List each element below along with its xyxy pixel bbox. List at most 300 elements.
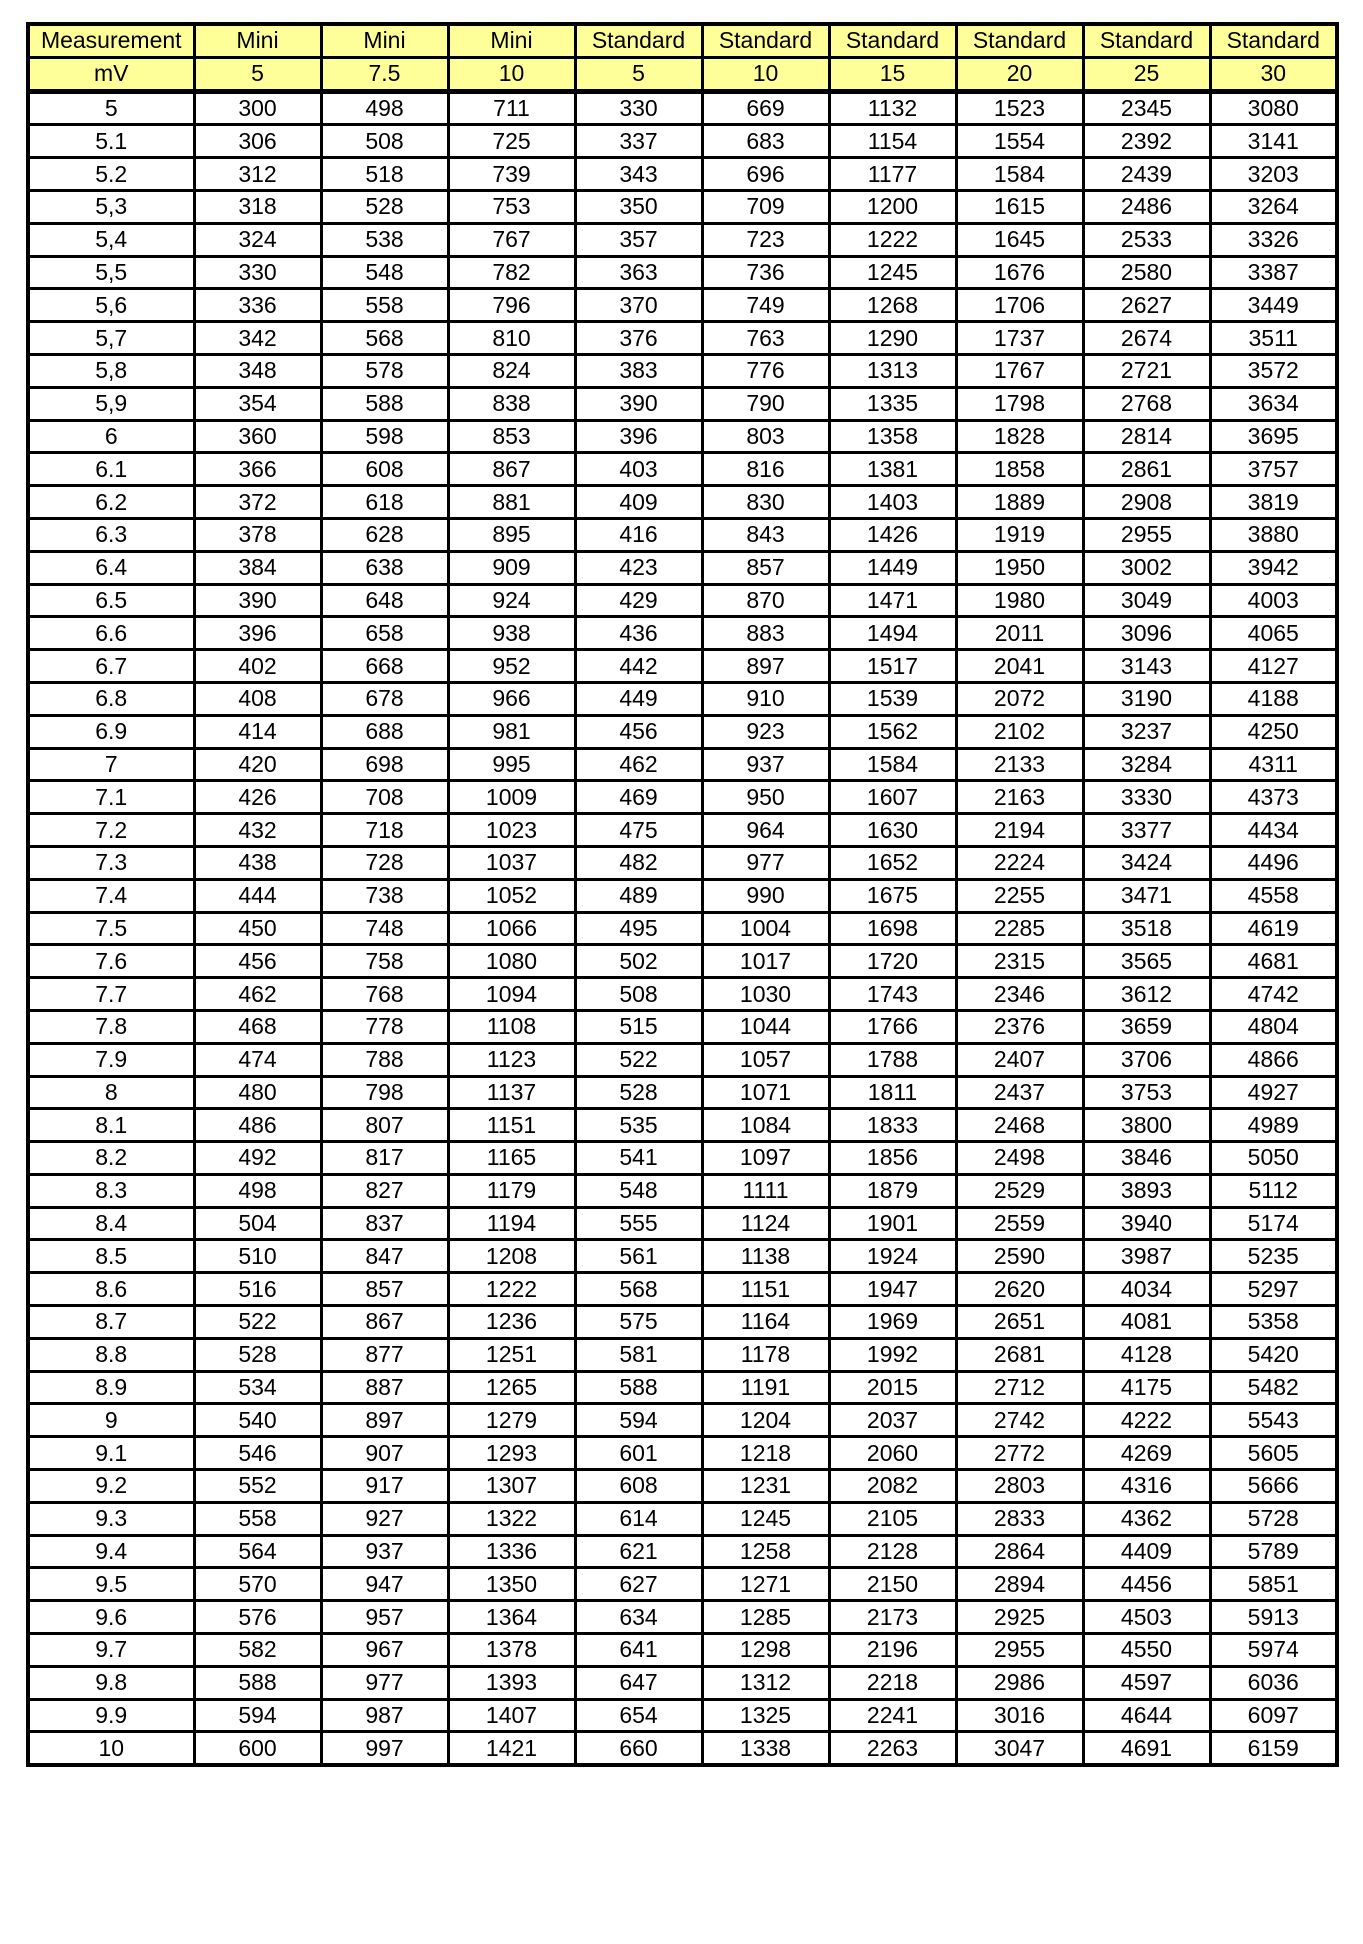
value-cell: 409 (575, 486, 702, 519)
value-cell: 937 (702, 748, 829, 781)
value-cell: 2674 (1083, 322, 1210, 355)
value-cell: 2955 (1083, 518, 1210, 551)
value-cell: 1584 (829, 748, 956, 781)
value-cell: 683 (702, 125, 829, 158)
value-cell: 867 (448, 453, 575, 486)
value-cell: 384 (194, 551, 321, 584)
value-cell: 1151 (448, 1109, 575, 1142)
value-cell: 4619 (1210, 912, 1337, 945)
value-cell: 3942 (1210, 551, 1337, 584)
value-cell: 2651 (956, 1306, 1083, 1339)
value-cell: 414 (194, 715, 321, 748)
value-cell: 1084 (702, 1109, 829, 1142)
value-cell: 1080 (448, 945, 575, 978)
value-cell: 2037 (829, 1404, 956, 1437)
measurement-cell: 8.9 (28, 1371, 194, 1404)
value-cell: 3659 (1083, 1010, 1210, 1043)
value-cell: 1265 (448, 1371, 575, 1404)
measurement-cell: 6.9 (28, 715, 194, 748)
value-cell: 4644 (1083, 1699, 1210, 1732)
value-cell: 736 (702, 256, 829, 289)
value-cell: 2041 (956, 650, 1083, 683)
value-cell: 1584 (956, 158, 1083, 191)
value-cell: 952 (448, 650, 575, 683)
value-cell: 3449 (1210, 289, 1337, 322)
value-cell: 1706 (956, 289, 1083, 322)
value-cell: 570 (194, 1568, 321, 1601)
value-cell: 1052 (448, 879, 575, 912)
value-cell: 2486 (1083, 190, 1210, 223)
value-cell: 910 (702, 682, 829, 715)
value-cell: 4081 (1083, 1306, 1210, 1339)
value-cell: 357 (575, 223, 702, 256)
value-cell: 1350 (448, 1568, 575, 1601)
value-cell: 2864 (956, 1535, 1083, 1568)
value-cell: 1251 (448, 1338, 575, 1371)
value-cell: 788 (321, 1043, 448, 1076)
value-cell: 450 (194, 912, 321, 945)
value-cell: 654 (575, 1699, 702, 1732)
value-cell: 6097 (1210, 1699, 1337, 1732)
value-cell: 2163 (956, 781, 1083, 814)
table-row (28, 1502, 1337, 1535)
measurement-cell: 7.3 (28, 846, 194, 879)
measurement-cell: 6.6 (28, 617, 194, 650)
value-cell: 4503 (1083, 1601, 1210, 1634)
value-cell: 1788 (829, 1043, 956, 1076)
value-cell: 1222 (829, 223, 956, 256)
value-cell: 2681 (956, 1338, 1083, 1371)
value-cell: 2060 (829, 1437, 956, 1470)
value-cell: 2742 (956, 1404, 1083, 1437)
value-cell: 420 (194, 748, 321, 781)
value-cell: 2376 (956, 1010, 1083, 1043)
value-cell: 492 (194, 1142, 321, 1175)
value-cell: 456 (575, 715, 702, 748)
value-cell: 824 (448, 354, 575, 387)
value-cell: 1313 (829, 354, 956, 387)
value-cell: 2498 (956, 1142, 1083, 1175)
value-cell: 3634 (1210, 387, 1337, 420)
value-cell: 1919 (956, 518, 1083, 551)
value-cell: 578 (321, 354, 448, 387)
value-cell: 438 (194, 846, 321, 879)
header-size: 30 (1210, 57, 1337, 91)
value-cell: 2833 (956, 1502, 1083, 1535)
table-row (28, 91, 1337, 125)
value-cell: 475 (575, 814, 702, 847)
value-cell: 1164 (702, 1306, 829, 1339)
table-row (28, 715, 1337, 748)
value-cell: 469 (575, 781, 702, 814)
value-cell: 3049 (1083, 584, 1210, 617)
value-cell: 3284 (1083, 748, 1210, 781)
header-size: 10 (702, 57, 829, 91)
value-cell: 6159 (1210, 1732, 1337, 1765)
value-cell: 1268 (829, 289, 956, 322)
value-cell: 3237 (1083, 715, 1210, 748)
value-cell: 778 (321, 1010, 448, 1043)
value-cell: 2772 (956, 1437, 1083, 1470)
value-cell: 1208 (448, 1240, 575, 1273)
value-cell: 538 (321, 223, 448, 256)
measurement-cell: 9.6 (28, 1601, 194, 1634)
value-cell: 990 (702, 879, 829, 912)
value-cell: 541 (575, 1142, 702, 1175)
table-row (28, 1076, 1337, 1109)
value-cell: 1421 (448, 1732, 575, 1765)
value-cell: 887 (321, 1371, 448, 1404)
value-cell: 1312 (702, 1666, 829, 1699)
value-cell: 336 (194, 289, 321, 322)
value-cell: 1720 (829, 945, 956, 978)
value-cell: 1449 (829, 551, 956, 584)
table-row (28, 1043, 1337, 1076)
value-cell: 2721 (1083, 354, 1210, 387)
table-row (28, 387, 1337, 420)
value-cell: 798 (321, 1076, 448, 1109)
value-cell: 957 (321, 1601, 448, 1634)
value-cell: 2712 (956, 1371, 1083, 1404)
table-row (28, 879, 1337, 912)
value-cell: 2133 (956, 748, 1083, 781)
value-cell: 3471 (1083, 879, 1210, 912)
value-cell: 1630 (829, 814, 956, 847)
value-cell: 594 (575, 1404, 702, 1437)
value-cell: 312 (194, 158, 321, 191)
header-row-type (28, 24, 1337, 57)
measurement-cell: 5 (28, 91, 194, 125)
value-cell: 3511 (1210, 322, 1337, 355)
value-cell: 1124 (702, 1207, 829, 1240)
value-cell: 1338 (702, 1732, 829, 1765)
value-cell: 330 (194, 256, 321, 289)
table-row (28, 1174, 1337, 1207)
value-cell: 1950 (956, 551, 1083, 584)
value-cell: 3264 (1210, 190, 1337, 223)
table-row (28, 1109, 1337, 1142)
value-cell: 5482 (1210, 1371, 1337, 1404)
value-cell: 594 (194, 1699, 321, 1732)
value-cell: 5728 (1210, 1502, 1337, 1535)
value-cell: 947 (321, 1568, 448, 1601)
value-cell: 4311 (1210, 748, 1337, 781)
value-cell: 1676 (956, 256, 1083, 289)
value-cell: 2346 (956, 978, 1083, 1011)
value-cell: 647 (575, 1666, 702, 1699)
value-cell: 3940 (1083, 1207, 1210, 1240)
value-cell: 564 (194, 1535, 321, 1568)
value-cell: 4989 (1210, 1109, 1337, 1142)
value-cell: 909 (448, 551, 575, 584)
value-cell: 350 (575, 190, 702, 223)
value-cell: 474 (194, 1043, 321, 1076)
table-row (28, 1142, 1337, 1175)
measurement-cell: 9.9 (28, 1699, 194, 1732)
value-cell: 1811 (829, 1076, 956, 1109)
value-cell: 658 (321, 617, 448, 650)
value-cell: 696 (702, 158, 829, 191)
value-cell: 1178 (702, 1338, 829, 1371)
value-cell: 444 (194, 879, 321, 912)
value-cell: 4175 (1083, 1371, 1210, 1404)
value-cell: 432 (194, 814, 321, 847)
value-cell: 669 (702, 91, 829, 125)
value-cell: 1066 (448, 912, 575, 945)
value-cell: 1403 (829, 486, 956, 519)
value-cell: 1137 (448, 1076, 575, 1109)
value-cell: 2627 (1083, 289, 1210, 322)
value-cell: 1992 (829, 1338, 956, 1371)
value-cell: 588 (321, 387, 448, 420)
value-cell: 2011 (956, 617, 1083, 650)
value-cell: 1191 (702, 1371, 829, 1404)
measurement-cell: 5,9 (28, 387, 194, 420)
value-cell: 5358 (1210, 1306, 1337, 1339)
table-row (28, 354, 1337, 387)
value-cell: 516 (194, 1273, 321, 1306)
value-cell: 390 (575, 387, 702, 420)
value-cell: 548 (575, 1174, 702, 1207)
measurement-cell: 6.8 (28, 682, 194, 715)
value-cell: 343 (575, 158, 702, 191)
measurement-cell: 9.5 (28, 1568, 194, 1601)
value-cell: 5913 (1210, 1601, 1337, 1634)
value-cell: 816 (702, 453, 829, 486)
value-cell: 2955 (956, 1634, 1083, 1667)
value-cell: 688 (321, 715, 448, 748)
value-cell: 318 (194, 190, 321, 223)
value-cell: 1307 (448, 1470, 575, 1503)
value-cell: 4409 (1083, 1535, 1210, 1568)
table-row (28, 322, 1337, 355)
value-cell: 776 (702, 354, 829, 387)
value-cell: 568 (575, 1273, 702, 1306)
value-cell: 2082 (829, 1470, 956, 1503)
value-cell: 2102 (956, 715, 1083, 748)
value-cell: 1094 (448, 978, 575, 1011)
value-cell: 429 (575, 584, 702, 617)
measurement-cell: 6.2 (28, 486, 194, 519)
measurement-cell: 10 (28, 1732, 194, 1765)
value-cell: 1645 (956, 223, 1083, 256)
value-cell: 1285 (702, 1601, 829, 1634)
value-cell: 370 (575, 289, 702, 322)
value-cell: 937 (321, 1535, 448, 1568)
value-cell: 561 (575, 1240, 702, 1273)
value-cell: 1165 (448, 1142, 575, 1175)
value-cell: 462 (575, 748, 702, 781)
value-cell: 782 (448, 256, 575, 289)
value-cell: 698 (321, 748, 448, 781)
value-cell: 1364 (448, 1601, 575, 1634)
value-cell: 1901 (829, 1207, 956, 1240)
value-cell: 1494 (829, 617, 956, 650)
header-type: Standard (829, 24, 956, 57)
value-cell: 1044 (702, 1010, 829, 1043)
value-cell: 1271 (702, 1568, 829, 1601)
measurement-cell: 5,8 (28, 354, 194, 387)
value-cell: 5543 (1210, 1404, 1337, 1437)
value-cell: 4065 (1210, 617, 1337, 650)
value-cell: 528 (194, 1338, 321, 1371)
value-cell: 363 (575, 256, 702, 289)
value-cell: 3141 (1210, 125, 1337, 158)
value-cell: 3893 (1083, 1174, 1210, 1207)
value-cell: 4373 (1210, 781, 1337, 814)
value-cell: 2803 (956, 1470, 1083, 1503)
value-cell: 847 (321, 1240, 448, 1273)
table-row (28, 1404, 1337, 1437)
value-cell: 535 (575, 1109, 702, 1142)
value-cell: 5789 (1210, 1535, 1337, 1568)
value-cell: 1336 (448, 1535, 575, 1568)
value-cell: 1675 (829, 879, 956, 912)
table-row (28, 289, 1337, 322)
value-cell: 588 (575, 1371, 702, 1404)
value-cell: 2150 (829, 1568, 956, 1601)
value-cell: 396 (194, 617, 321, 650)
table-row (28, 912, 1337, 945)
value-cell: 753 (448, 190, 575, 223)
value-cell: 2315 (956, 945, 1083, 978)
header-unit: mV (28, 57, 194, 91)
header-type: Standard (702, 24, 829, 57)
value-cell: 558 (194, 1502, 321, 1535)
value-cell: 749 (702, 289, 829, 322)
value-cell: 548 (321, 256, 448, 289)
value-cell: 1030 (702, 978, 829, 1011)
value-cell: 3143 (1083, 650, 1210, 683)
value-cell: 964 (702, 814, 829, 847)
measurement-cell: 7.8 (28, 1010, 194, 1043)
value-cell: 1108 (448, 1010, 575, 1043)
value-cell: 1236 (448, 1306, 575, 1339)
table-row (28, 1437, 1337, 1470)
value-cell: 977 (702, 846, 829, 879)
value-cell: 634 (575, 1601, 702, 1634)
table-row (28, 453, 1337, 486)
value-cell: 3987 (1083, 1240, 1210, 1273)
value-cell: 4742 (1210, 978, 1337, 1011)
value-cell: 601 (575, 1437, 702, 1470)
value-cell: 4927 (1210, 1076, 1337, 1109)
value-cell: 4034 (1083, 1273, 1210, 1306)
value-cell: 504 (194, 1207, 321, 1240)
value-cell: 1071 (702, 1076, 829, 1109)
value-cell: 495 (575, 912, 702, 945)
measurement-cell: 9.2 (28, 1470, 194, 1503)
value-cell: 5851 (1210, 1568, 1337, 1601)
table-row (28, 420, 1337, 453)
value-cell: 2894 (956, 1568, 1083, 1601)
value-cell: 3016 (956, 1699, 1083, 1732)
value-cell: 2218 (829, 1666, 956, 1699)
table-row (28, 551, 1337, 584)
value-cell: 4681 (1210, 945, 1337, 978)
table-row (28, 682, 1337, 715)
value-cell: 938 (448, 617, 575, 650)
value-cell: 376 (575, 322, 702, 355)
value-cell: 796 (448, 289, 575, 322)
value-cell: 924 (448, 584, 575, 617)
value-cell: 881 (448, 486, 575, 519)
value-cell: 838 (448, 387, 575, 420)
value-cell: 600 (194, 1732, 321, 1765)
table-row (28, 1535, 1337, 1568)
value-cell: 1154 (829, 125, 956, 158)
value-cell: 480 (194, 1076, 321, 1109)
measurement-cell: 7.4 (28, 879, 194, 912)
value-cell: 1471 (829, 584, 956, 617)
value-cell: 568 (321, 322, 448, 355)
value-cell: 1980 (956, 584, 1083, 617)
value-cell: 2392 (1083, 125, 1210, 158)
measurement-cell: 8.1 (28, 1109, 194, 1142)
value-cell: 1615 (956, 190, 1083, 223)
value-cell: 378 (194, 518, 321, 551)
table-row (28, 518, 1337, 551)
value-cell: 515 (575, 1010, 702, 1043)
value-cell: 1652 (829, 846, 956, 879)
value-cell: 2015 (829, 1371, 956, 1404)
value-cell: 1017 (702, 945, 829, 978)
value-cell: 300 (194, 91, 321, 125)
measurement-cell: 6.4 (28, 551, 194, 584)
value-cell: 1009 (448, 781, 575, 814)
value-cell: 897 (702, 650, 829, 683)
table-row (28, 1634, 1337, 1667)
value-cell: 803 (702, 420, 829, 453)
value-cell: 843 (702, 518, 829, 551)
value-cell: 1879 (829, 1174, 956, 1207)
value-cell: 416 (575, 518, 702, 551)
measurement-cell: 6.1 (28, 453, 194, 486)
value-cell: 3846 (1083, 1142, 1210, 1175)
value-cell: 423 (575, 551, 702, 584)
measurement-cell: 7.5 (28, 912, 194, 945)
value-cell: 436 (575, 617, 702, 650)
value-cell: 3330 (1083, 781, 1210, 814)
value-cell: 3565 (1083, 945, 1210, 978)
value-cell: 917 (321, 1470, 448, 1503)
value-cell: 2255 (956, 879, 1083, 912)
value-cell: 1358 (829, 420, 956, 453)
table-row (28, 1273, 1337, 1306)
value-cell: 408 (194, 682, 321, 715)
value-cell: 739 (448, 158, 575, 191)
value-cell: 1179 (448, 1174, 575, 1207)
value-cell: 555 (575, 1207, 702, 1240)
value-cell: 1222 (448, 1273, 575, 1306)
value-cell: 767 (448, 223, 575, 256)
value-cell: 950 (702, 781, 829, 814)
header-type: Standard (575, 24, 702, 57)
value-cell: 502 (575, 945, 702, 978)
value-cell: 2590 (956, 1240, 1083, 1273)
value-cell: 3080 (1210, 91, 1337, 125)
value-cell: 598 (321, 420, 448, 453)
value-cell: 1698 (829, 912, 956, 945)
measurement-cell: 9.3 (28, 1502, 194, 1535)
value-cell: 3002 (1083, 551, 1210, 584)
measurement-cell: 6.3 (28, 518, 194, 551)
table-row (28, 814, 1337, 847)
value-cell: 5112 (1210, 1174, 1337, 1207)
value-cell: 1037 (448, 846, 575, 879)
table-row (28, 125, 1337, 158)
value-cell: 582 (194, 1634, 321, 1667)
